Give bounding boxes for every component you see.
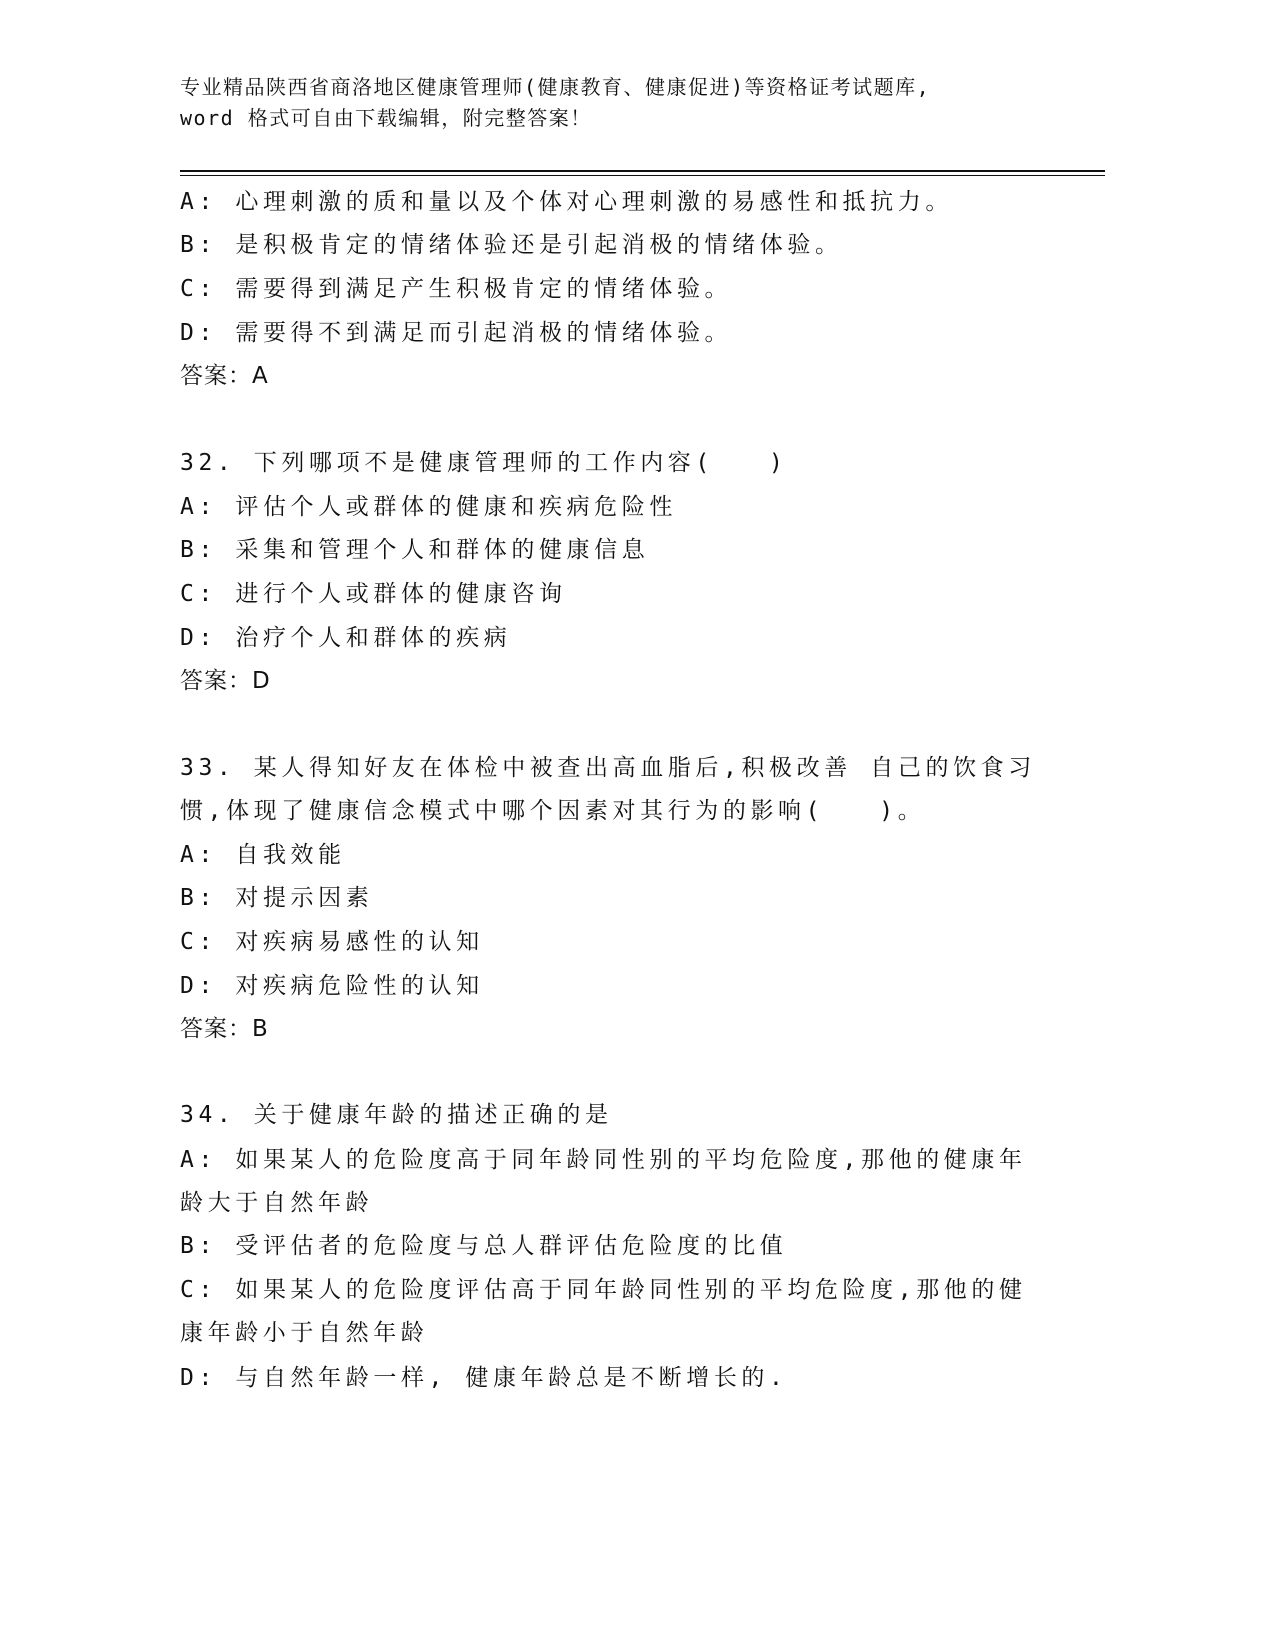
q32-question: 32. 下列哪项不是健康管理师的工作内容( ) bbox=[180, 450, 788, 476]
q34-option-b: B: 受评估者的危险度与总人群评估危险度的比值 bbox=[180, 1233, 788, 1259]
q34-option-d: D: 与自然年龄一样, 健康年龄总是不断增长的. bbox=[180, 1365, 788, 1391]
q32-option-d: D: 治疗个人和群体的疾病 bbox=[180, 625, 512, 651]
q33-option-b: B: 对提示因素 bbox=[180, 885, 374, 911]
q32-option-b: B: 采集和管理个人和群体的健康信息 bbox=[180, 537, 650, 563]
q32-option-a: A: 评估个人或群体的健康和疾病危险性 bbox=[180, 494, 677, 520]
q31-option-b: B: 是积极肯定的情绪体验还是引起消极的情绪体验。 bbox=[180, 232, 843, 258]
q34-question: 34. 关于健康年龄的描述正确的是 bbox=[180, 1102, 613, 1128]
document-header-line-1: 专业精品陕西省商洛地区健康管理师(健康教育、健康促进)等资格证考试题库, bbox=[180, 75, 931, 99]
q33-option-c: C: 对疾病易感性的认知 bbox=[180, 929, 484, 955]
q34-option-a-line-1: A: 如果某人的危险度高于同年龄同性别的平均危险度,那他的健康年 bbox=[180, 1147, 1027, 1173]
q31-option-d: D: 需要得不到满足而引起消极的情绪体验。 bbox=[180, 320, 733, 346]
q31-option-a: A: 心理刺激的质和量以及个体对心理刺激的易感性和抵抗力。 bbox=[180, 189, 953, 215]
q34-option-c-line-1: C: 如果某人的危险度评估高于同年龄同性别的平均危险度,那他的健 bbox=[180, 1277, 1027, 1303]
q33-option-a: A: 自我效能 bbox=[180, 842, 346, 868]
q33-question-line-1: 33. 某人得知好友在体检中被查出高血脂后,积极改善 自己的饮食习 bbox=[180, 755, 1036, 781]
q31-option-c: C: 需要得到满足产生积极肯定的情绪体验。 bbox=[180, 276, 733, 302]
q32-answer: 答案：D bbox=[180, 668, 271, 694]
header-divider-thin bbox=[180, 175, 1105, 176]
q34-option-c-line-2: 康年龄小于自然年龄 bbox=[180, 1320, 429, 1346]
q33-option-d: D: 对疾病危险性的认知 bbox=[180, 973, 484, 999]
document-header-line-2: word 格式可自由下载编辑，附完整答案！ bbox=[180, 106, 592, 130]
q33-answer: 答案：B bbox=[180, 1016, 269, 1042]
q32-option-c: C: 进行个人或群体的健康咨询 bbox=[180, 581, 567, 607]
q33-question-line-2: 惯,体现了健康信念模式中哪个因素对其行为的影响( )。 bbox=[180, 798, 926, 824]
header-divider bbox=[180, 170, 1105, 172]
q34-option-a-line-2: 龄大于自然年龄 bbox=[180, 1190, 374, 1216]
q31-answer: 答案：A bbox=[180, 363, 269, 389]
